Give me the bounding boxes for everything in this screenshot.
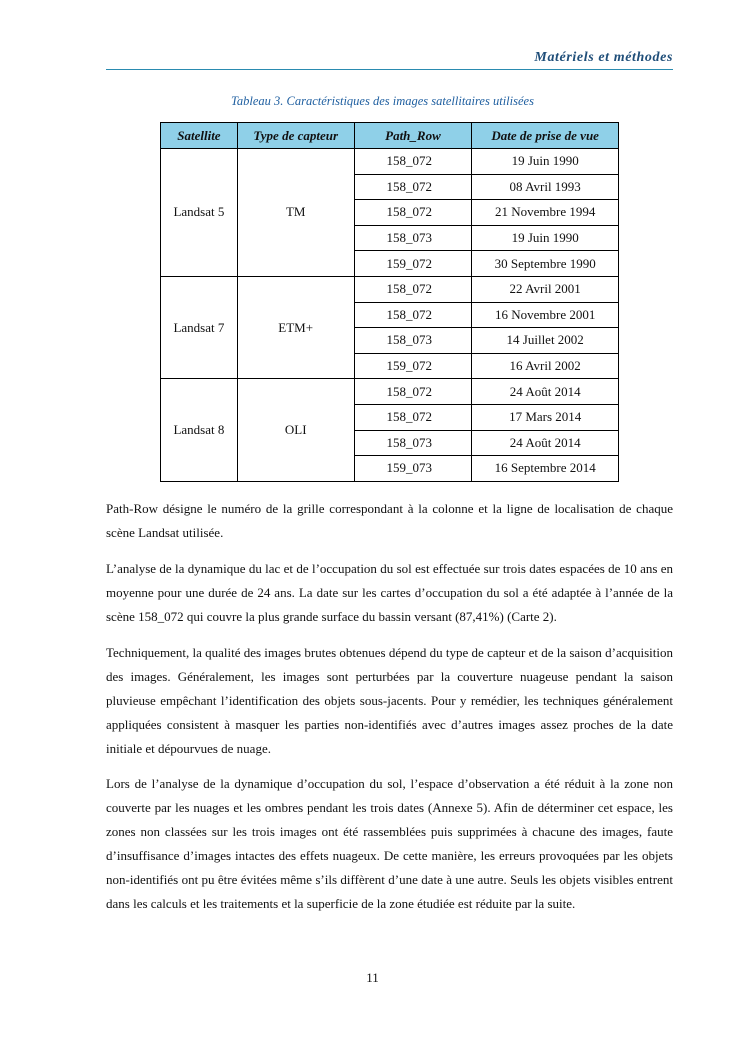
page-number: 11 <box>366 970 379 985</box>
satellite-images-table <box>160 122 619 482</box>
path-row-cell: 159_073 <box>354 456 472 482</box>
path-row-cell: 158_072 <box>354 404 472 430</box>
column-header-satellite: Satellite <box>161 123 238 149</box>
date-cell: 21 Novembre 1994 <box>472 200 619 226</box>
date-cell: 19 Juin 1990 <box>472 149 619 175</box>
path-row-cell: 158_072 <box>354 200 472 226</box>
sensor-cell: TM <box>237 149 354 277</box>
column-header-date: Date de prise de vue <box>472 123 619 149</box>
satellite-cell: Landsat 8 <box>161 379 238 481</box>
paragraph-lake-dynamics: L’analyse de la dynamique du lac et de l’occupation du sol est effectuée sur trois dates espacées de 10 ans en moyenne pour une durée de 24 ans. La date sur les cartes d’occupation du sol a été adaptée à l’année de la scène 158_072 qui couvre la plus grande surface du bassin versant (87,41%) (Carte 2). <box>106 561 673 624</box>
satellite-cell: Landsat 5 <box>161 149 238 277</box>
path-row-cell: 158_073 <box>354 225 472 251</box>
date-cell: 16 Novembre 2001 <box>472 302 619 328</box>
sensor-cell: OLI <box>237 379 354 481</box>
date-cell: 24 Août 2014 <box>472 379 619 405</box>
running-header: Matériels et méthodes <box>534 50 673 65</box>
date-cell: 30 Septembre 1990 <box>472 251 619 277</box>
paragraph-path-row: Path-Row désigne le numéro de la grille correspondant à la colonne et la ligne de localisation de chaque scène Landsat utilisée. <box>106 501 673 540</box>
path-row-cell: 159_072 <box>354 251 472 277</box>
column-header-sensor: Type de capteur <box>237 123 354 149</box>
satellite-cell: Landsat 7 <box>161 276 238 378</box>
date-cell: 14 Juillet 2002 <box>472 328 619 354</box>
date-cell: 16 Avril 2002 <box>472 353 619 379</box>
path-row-cell: 158_073 <box>354 430 472 456</box>
paragraph-image-quality: Techniquement, la qualité des images brutes obtenues dépend du type de capteur et de la saison d’acquisition des images. Généralement, les images sont perturbées par la couverture nuageuse pendant la saison pluvieuse empêchant l’identification des objets sous-jacents. Pour y remédier, les techniques généralement appliquées consistent à masquer les parties non-identifiés avec d’autres images assez proches de la date initiale et dépourvues de nuage. <box>106 645 673 756</box>
date-cell: 19 Juin 1990 <box>472 225 619 251</box>
path-row-cell: 158_072 <box>354 276 472 302</box>
paragraph-observation-space: Lors de l’analyse de la dynamique d’occupation du sol, l’espace d’observation a été réduit à la zone non couverte par les nuages et les ombres pendant les trois dates (Annexe 5). Afin de déterminer cet espace, les zones non classées sur les trois images ont été rassemblées puis supprimées à chacune des images, faute d’insuffisance d’images intactes des effets nuageux. De cette manière, les erreurs provoquées par les objets non-identifiés ont pu être évitées même s’ils diffèrent d’une date à une autre. Seuls les objets visibles entrent dans les calculs et les traitements et la superficie de la zone étudiée est réduite par la suite. <box>106 776 673 911</box>
path-row-cell: 158_072 <box>354 174 472 200</box>
path-row-cell: 158_072 <box>354 379 472 405</box>
date-cell: 24 Août 2014 <box>472 430 619 456</box>
table-body <box>161 149 619 482</box>
date-cell: 16 Septembre 2014 <box>472 456 619 482</box>
path-row-cell: 159_072 <box>354 353 472 379</box>
date-cell: 17 Mars 2014 <box>472 404 619 430</box>
path-row-cell: 158_072 <box>354 302 472 328</box>
column-header-path-row: Path_Row <box>354 123 472 149</box>
table-row <box>161 149 619 175</box>
sensor-cell: ETM+ <box>237 276 354 378</box>
date-cell: 22 Avril 2001 <box>472 276 619 302</box>
table-row <box>161 276 619 302</box>
header-rule <box>106 69 673 70</box>
date-cell: 08 Avril 1993 <box>472 174 619 200</box>
table-header-row <box>161 123 619 149</box>
table-row <box>161 379 619 405</box>
path-row-cell: 158_073 <box>354 328 472 354</box>
table-caption: Tableau 3. Caractéristiques des images satellitaires utilisées <box>231 94 534 108</box>
path-row-cell: 158_072 <box>354 149 472 175</box>
